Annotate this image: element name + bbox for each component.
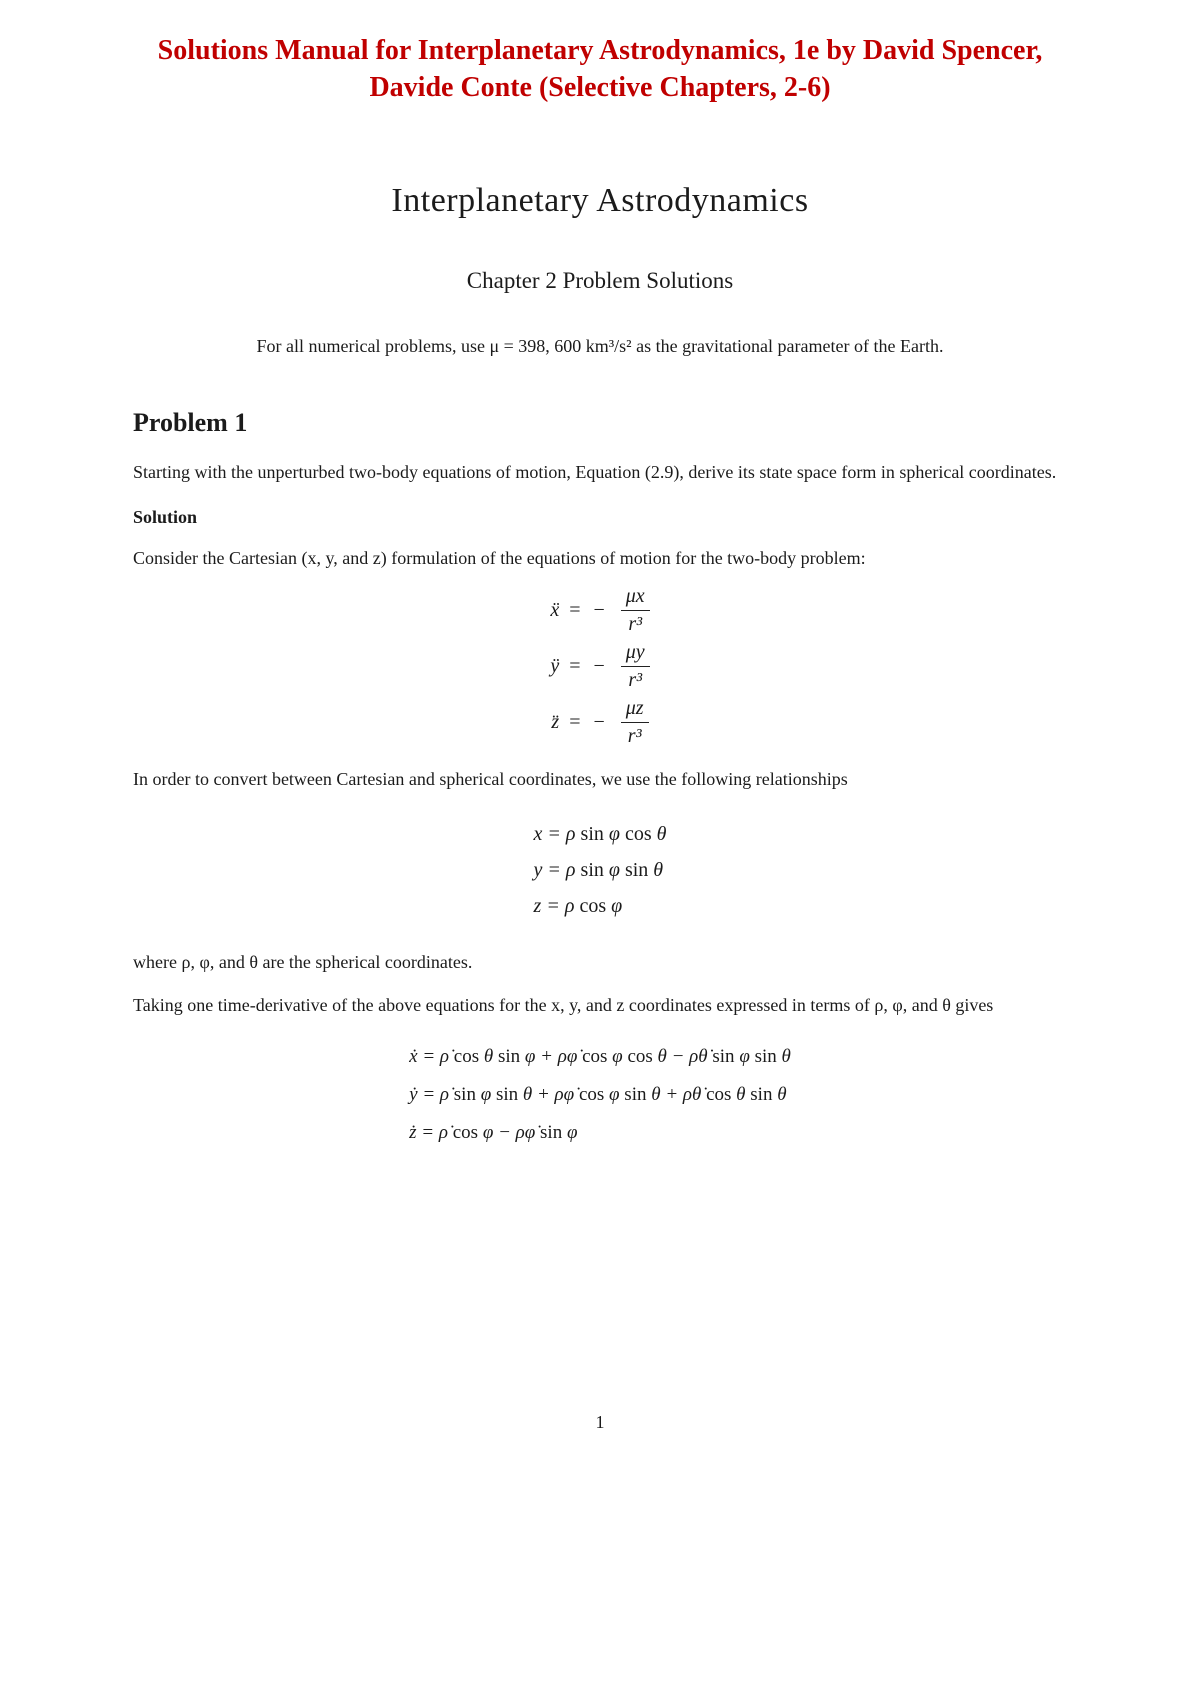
equation-relation: = − xyxy=(569,599,609,622)
fraction-denominator: r³ xyxy=(628,669,643,692)
equation-x-ddot xyxy=(133,583,1067,639)
page-number: 1 xyxy=(595,1412,605,1432)
fraction-numerator: μx xyxy=(621,585,650,611)
spherical-relations-block xyxy=(534,816,667,924)
first-derivatives-block xyxy=(409,1038,791,1152)
equation-lhs: ẍ xyxy=(550,599,560,622)
fraction xyxy=(621,697,649,748)
where-note-paragraph: where ρ, φ, and θ are the spherical coordinates. xyxy=(133,951,473,972)
fraction-numerator: μz xyxy=(621,697,649,723)
equation-x-dot: ẋ = ρ̇ cos θ sin φ + ρφ̇ cos φ cos θ − ρθ̇ sin φ sin θ xyxy=(409,1045,791,1067)
chapter-subtitle: Chapter 2 Problem Solutions xyxy=(466,267,734,293)
equation-lhs: ÿ xyxy=(550,655,560,678)
solution-label: Solution xyxy=(133,506,198,527)
solutions-manual-banner: Solutions Manual for Interplanetary Astrodynamics, 1e by David Spencer, Davide Conte (Selective Chapters, 2-6) xyxy=(157,35,1043,103)
document-title: Interplanetary Astrodynamics xyxy=(391,181,809,219)
fraction xyxy=(621,641,650,692)
equation-relation: = − xyxy=(569,655,609,678)
equation-y-dot: ẏ = ρ̇ sin φ sin θ + ρφ̇ cos φ sin θ + ρθ̇ cos θ sin θ xyxy=(409,1083,787,1105)
fraction-numerator: μy xyxy=(621,641,650,667)
fraction-denominator: r³ xyxy=(628,613,643,636)
solution-intro-paragraph: Consider the Cartesian (x, y, and z) formulation of the equations of motion for the two-body problem: xyxy=(133,547,866,568)
fraction-denominator: r³ xyxy=(627,725,642,748)
equations-of-motion-block xyxy=(133,583,1067,751)
equation-z-spherical: z = ρ cos φ xyxy=(533,894,623,917)
equation-z-dot: ż = ρ̇ cos φ − ρφ̇ sin φ xyxy=(409,1121,578,1143)
derivative-intro-paragraph: Taking one time-derivative of the above equations for the x, y, and z coordinates expressed in terms of ρ, φ, and θ gives xyxy=(133,994,994,1015)
problem-1-heading: Problem 1 xyxy=(133,407,248,437)
equation-z-ddot xyxy=(133,695,1067,751)
fraction xyxy=(621,585,650,636)
equation-y-spherical: y = ρ sin φ sin θ xyxy=(533,858,664,881)
equation-y-ddot xyxy=(133,639,1067,695)
equation-lhs: z̈ xyxy=(551,711,560,734)
problem-1-statement: Starting with the unperturbed two-body equations of motion, Equation (2.9), derive its state space form in spherical coordinates. xyxy=(133,461,1057,482)
gravitational-parameter-note: For all numerical problems, use μ = 398, 600 km³/s² as the gravitational parameter of the Earth. xyxy=(256,335,944,356)
equation-x-spherical: x = ρ sin φ cos θ xyxy=(533,822,667,845)
equation-relation: = − xyxy=(569,711,609,734)
conversion-intro-paragraph: In order to convert between Cartesian and spherical coordinates, we use the following relationships xyxy=(133,768,848,789)
